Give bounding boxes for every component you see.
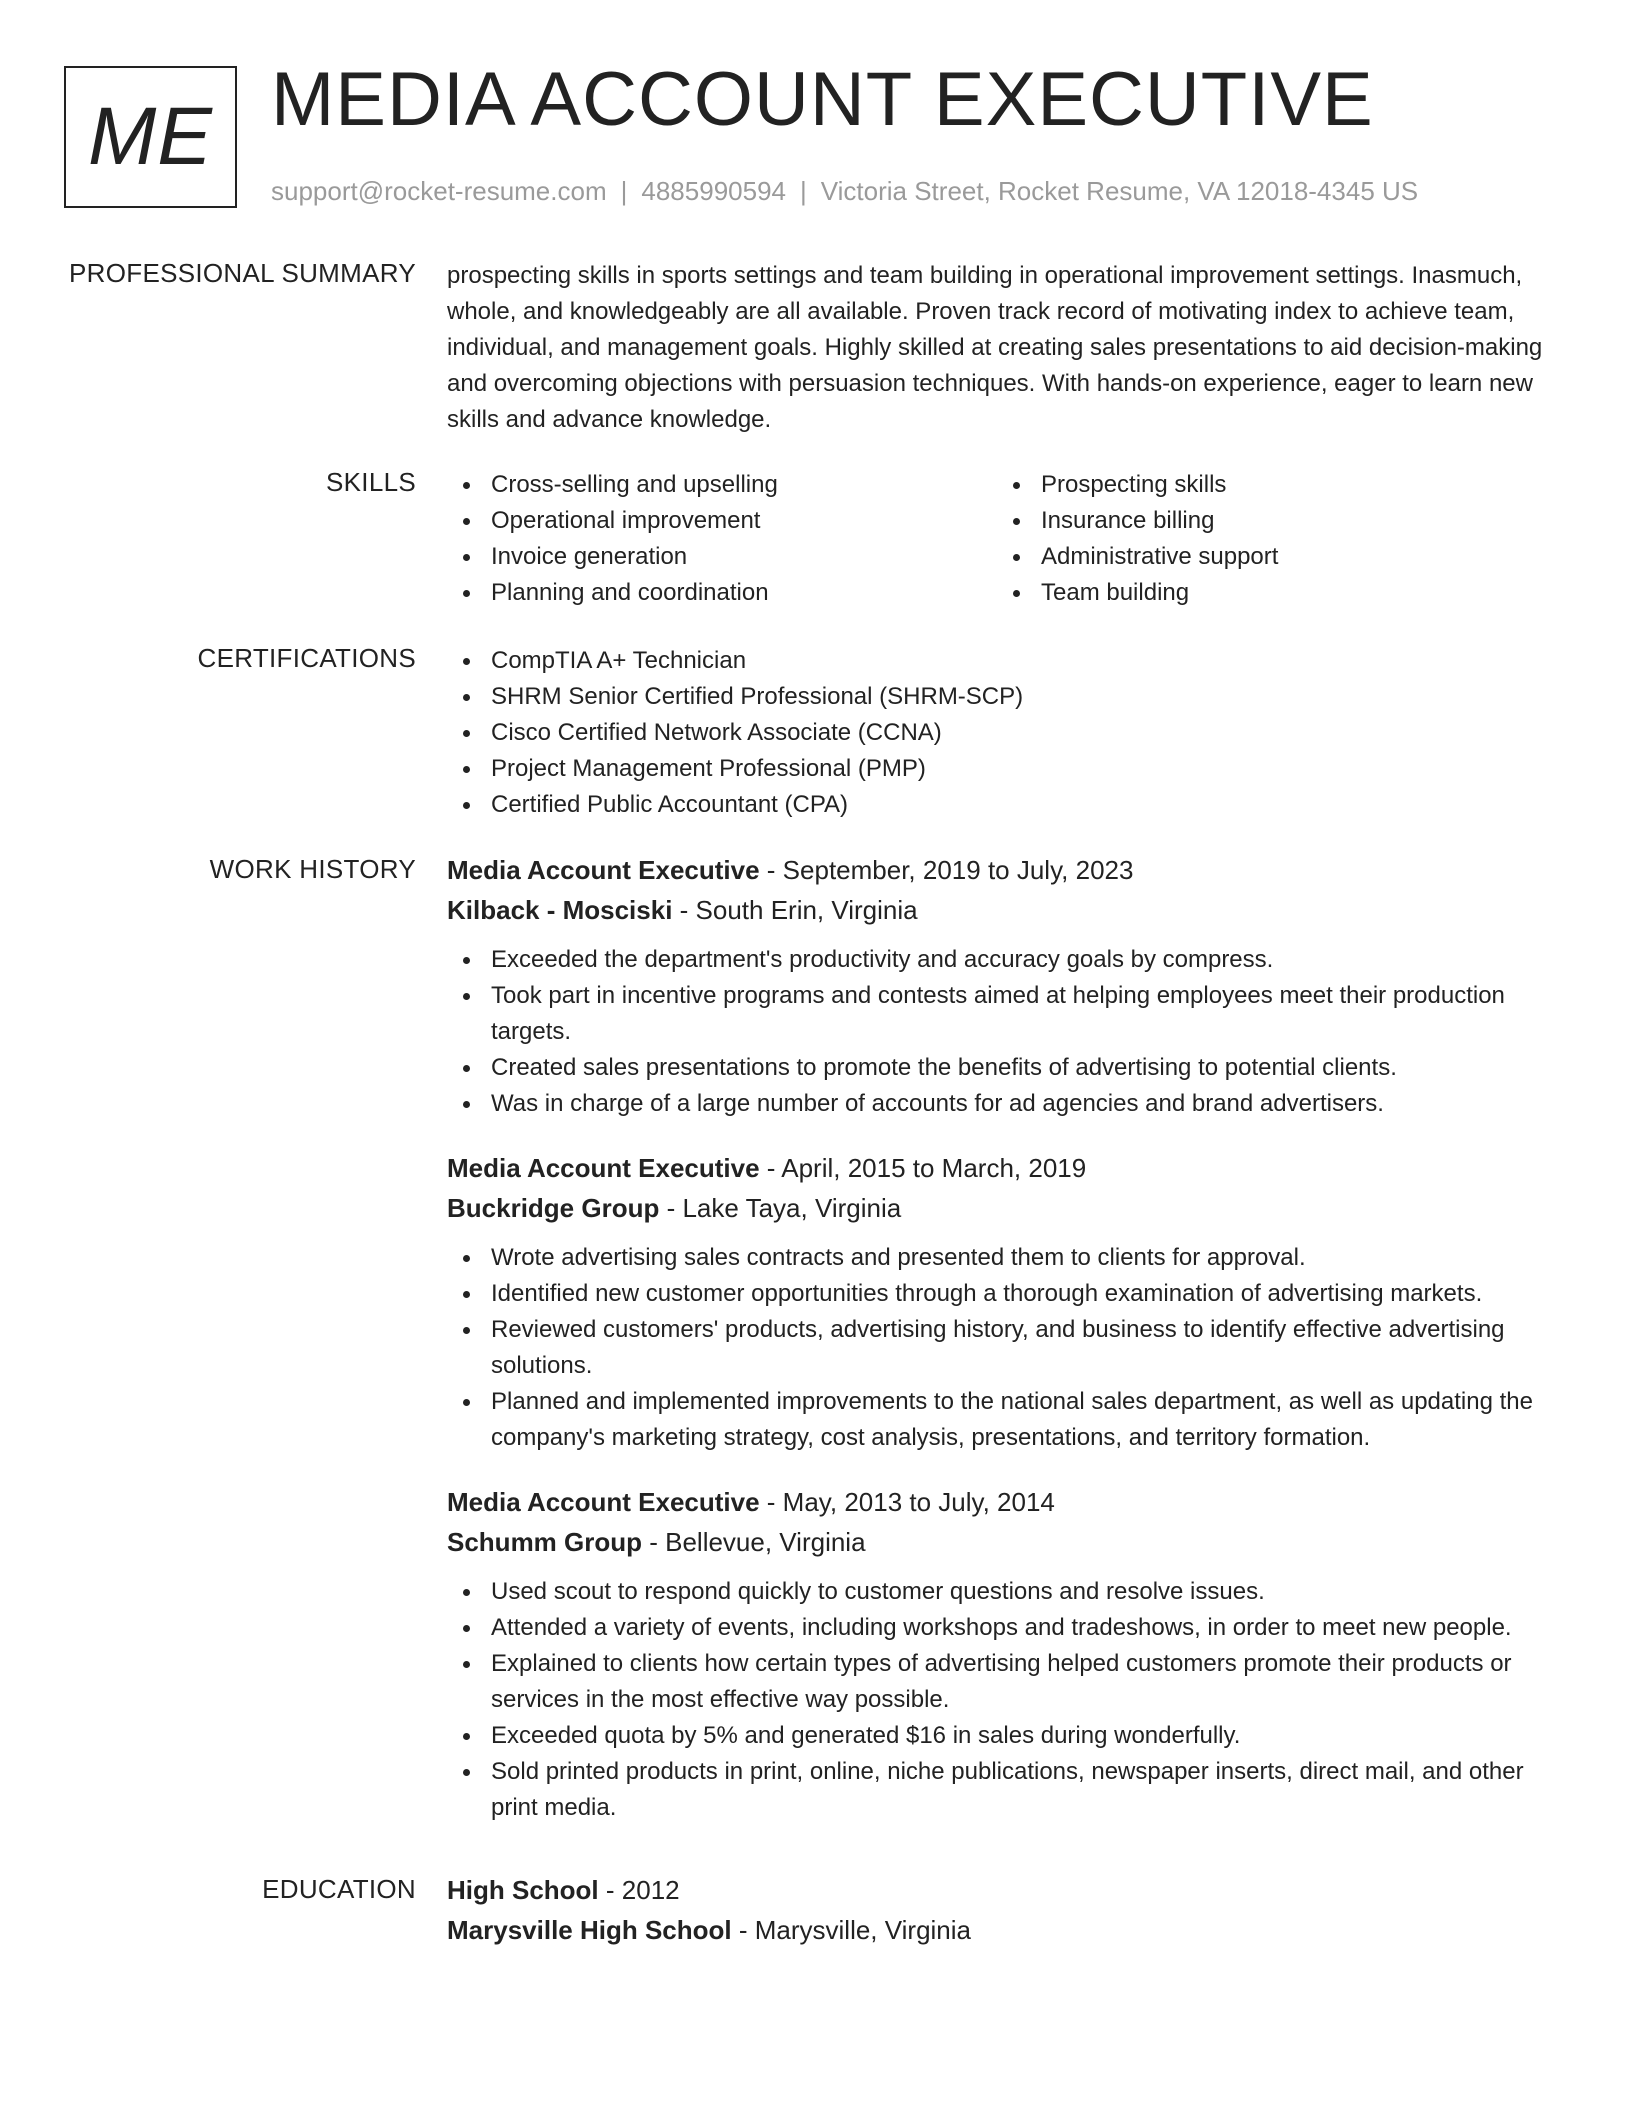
job-entry <box>447 1148 1567 1456</box>
job-company: Kilback - Mosciski <box>447 895 673 925</box>
job-bullet: Wrote advertising sales contracts and presented them to clients for approval. <box>447 1240 1567 1276</box>
skill-item: Administrative support <box>997 539 1547 575</box>
job-company: Schumm Group <box>447 1527 643 1557</box>
job-bullet: Exceeded the department's productivity and accuracy goals by compress. <box>447 942 1567 978</box>
job-company-line <box>447 890 1567 930</box>
monogram-box <box>64 66 237 208</box>
resume-header <box>0 0 1632 230</box>
job-title: Media Account Executive <box>447 1153 760 1183</box>
monogram-initials: ME <box>88 91 213 182</box>
skill-item: Planning and coordination <box>447 575 997 611</box>
certifications-body <box>447 643 1567 823</box>
education-body <box>447 1870 1567 1962</box>
skill-item: Team building <box>997 575 1547 611</box>
skill-item: Cross-selling and upselling <box>447 467 997 503</box>
job-bullet: Took part in incentive programs and contests aimed at helping employees meet their production targets. <box>447 978 1567 1050</box>
job-entry <box>447 850 1567 1122</box>
education-degree: High School <box>447 1875 599 1905</box>
skills-grid <box>447 467 1567 611</box>
job-bullet: Identified new customer opportunities through a thorough examination of advertising markets. <box>447 1276 1567 1312</box>
work-history-body <box>447 850 1567 1852</box>
job-location: - Lake Taya, Virginia <box>659 1193 902 1223</box>
certification-item: SHRM Senior Certified Professional (SHRM-SCP) <box>447 679 1567 715</box>
job-title: Media Account Executive <box>447 855 760 885</box>
job-bullets <box>447 942 1567 1122</box>
certification-item: Certified Public Accountant (CPA) <box>447 787 1567 823</box>
education-school: Marysville High School <box>447 1915 732 1945</box>
job-title-line <box>447 850 1567 890</box>
job-company: Buckridge Group <box>447 1193 660 1223</box>
education-location: - Marysville, Virginia <box>731 1915 971 1945</box>
job-bullets <box>447 1574 1567 1826</box>
certifications-label: CERTIFICATIONS <box>197 643 416 673</box>
job-bullet: Reviewed customers' products, advertising history, and business to identify effective advertising solutions. <box>447 1312 1567 1384</box>
contact-line <box>271 176 1418 207</box>
job-bullet: Used scout to respond quickly to customer questions and resolve issues. <box>447 1574 1567 1610</box>
job-dates: - May, 2013 to July, 2014 <box>759 1487 1055 1517</box>
contact-email[interactable]: support@rocket-resume.com <box>271 176 607 206</box>
summary-body <box>447 258 1567 438</box>
resume-title: MEDIA ACCOUNT EXECUTIVE <box>271 57 1374 142</box>
skill-item: Insurance billing <box>997 503 1547 539</box>
skills-list-left <box>447 467 997 611</box>
contact-address: Victoria Street, Rocket Resume, VA 12018-4345 US <box>820 176 1419 206</box>
job-title-line <box>447 1148 1567 1188</box>
job-title-line <box>447 1482 1567 1522</box>
contact-separator: | <box>620 176 628 206</box>
summary-text: prospecting skills in sports settings and team building in operational improvement settings. Inasmuch, whole, and knowledgeably are all available. Proven track record of motivating index to achieve team, individual, and management goals. Highly skilled at creating sales presentations to aid decision-making and overcoming objections with persuasion techniques. With hands-on experience, eager to learn new skills and advance knowledge. <box>447 262 1543 433</box>
certification-item: Cisco Certified Network Associate (CCNA) <box>447 715 1567 751</box>
skill-item: Prospecting skills <box>997 467 1547 503</box>
contact-phone[interactable]: 4885990594 <box>641 176 786 206</box>
job-bullet: Created sales presentations to promote the benefits of advertising to potential clients. <box>447 1050 1567 1086</box>
certification-item: CompTIA A+ Technician <box>447 643 1567 679</box>
job-company-line <box>447 1188 1567 1228</box>
work-history-label: WORK HISTORY <box>209 854 416 884</box>
contact-separator: | <box>800 176 807 206</box>
job-bullet: Was in charge of a large number of accounts for ad agencies and brand advertisers. <box>447 1086 1567 1122</box>
job-dates: - September, 2019 to July, 2023 <box>759 855 1134 885</box>
job-dates: - April, 2015 to March, 2019 <box>759 1153 1087 1183</box>
job-company-line <box>447 1522 1567 1562</box>
skills-body <box>447 467 1567 611</box>
skills-label: SKILLS <box>326 467 416 497</box>
education-school-line <box>447 1910 1567 1950</box>
skill-item: Operational improvement <box>447 503 997 539</box>
job-bullet: Exceeded quota by 5% and generated $16 in sales during wonderfully. <box>447 1718 1567 1754</box>
skill-item: Invoice generation <box>447 539 997 575</box>
summary-label: PROFESSIONAL SUMMARY <box>69 258 416 288</box>
job-bullets <box>447 1240 1567 1456</box>
job-bullet: Explained to clients how certain types of advertising helped customers promote their products or services in the most effective way possible. <box>447 1646 1567 1718</box>
certifications-list <box>447 643 1567 823</box>
skills-list-right <box>997 467 1547 611</box>
job-location: - South Erin, Virginia <box>672 895 918 925</box>
certification-item: Project Management Professional (PMP) <box>447 751 1567 787</box>
job-title: Media Account Executive <box>447 1487 760 1517</box>
job-bullet: Sold printed products in print, online, niche publications, newspaper inserts, direct mail, and other print media. <box>447 1754 1567 1826</box>
education-degree-line <box>447 1870 1567 1910</box>
job-entry <box>447 1482 1567 1826</box>
education-year: - 2012 <box>598 1875 680 1905</box>
job-bullet: Attended a variety of events, including workshops and tradeshows, in order to meet new people. <box>447 1610 1567 1646</box>
job-location: - Bellevue, Virginia <box>642 1527 866 1557</box>
education-label: EDUCATION <box>262 1874 416 1904</box>
job-bullet: Planned and implemented improvements to the national sales department, as well as updating the company's marketing strategy, cost analysis, presentations, and territory formation. <box>447 1384 1567 1456</box>
